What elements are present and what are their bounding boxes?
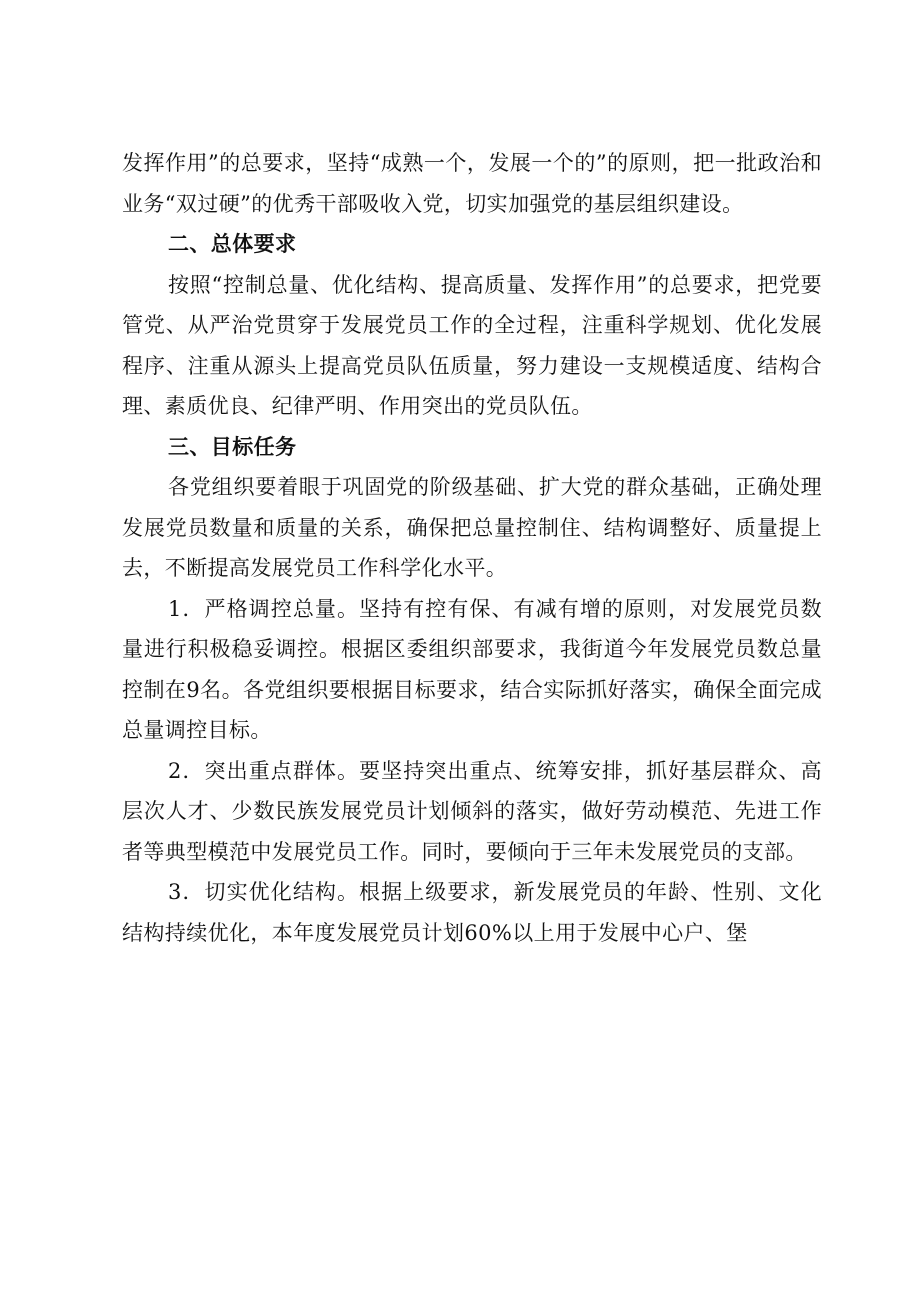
list-item-key-groups: 2．突出重点群体。要坚持突出重点、统筹安排，抓好基层群众、高层次人才、少数民族发展党员计划倾斜的落实，做好劳动模范、先进工作者等典型模范中发展党员工作。同时，要倾向于三年未发展党员的支部。: [122, 758, 822, 864]
section-heading-overall-requirements: 二、总体要求: [168, 232, 297, 256]
paragraph-target-tasks: 各党组织要着眼于巩固党的阶级基础、扩大党的群众基础，正确处理发展党员数量和质量的关系，确保把总量控制住、结构调整好、质量提上去，不断提高发展党员工作科学化水平。: [122, 475, 822, 580]
section-heading-target-tasks: 三、目标任务: [168, 434, 297, 459]
paragraph-overall-requirements: 按照“控制总量、优化结构、提高质量、发挥作用”的总要求，把党要管党、从严治党贯穿于发展党员工作的全过程，注重科学规划、优化发展程序、注重从源头上提高党员队伍质量，努力建设一支规模适度、结构合理、素质优良、纪律严明、作用突出的党员队伍。: [122, 272, 822, 418]
list-item-control-total: 1．严格调控总量。坚持有控有保、有减有增的原则，对发展党员数量进行积极稳妥调控。根据区委组织部要求，我街道今年发展党员数总量控制在9名。各党组织要根据目标要求，结合实际抓好落实，确保全面完成总量调控目标。: [122, 596, 822, 742]
paragraph-continuation: 发挥作用”的总要求，坚持“成熟一个，发展一个的”的原则，把一批政治和业务“双过硬”的优秀干部吸收入党，切实加强党的基层组织建设。: [122, 151, 822, 216]
list-item-optimize-structure: 3．切实优化结构。根据上级要求，新发展党员的年龄、性别、文化结构持续优化，本年度发展党员计划60%以上用于发展中心户、堡: [122, 880, 822, 945]
document-body: [122, 143, 822, 953]
